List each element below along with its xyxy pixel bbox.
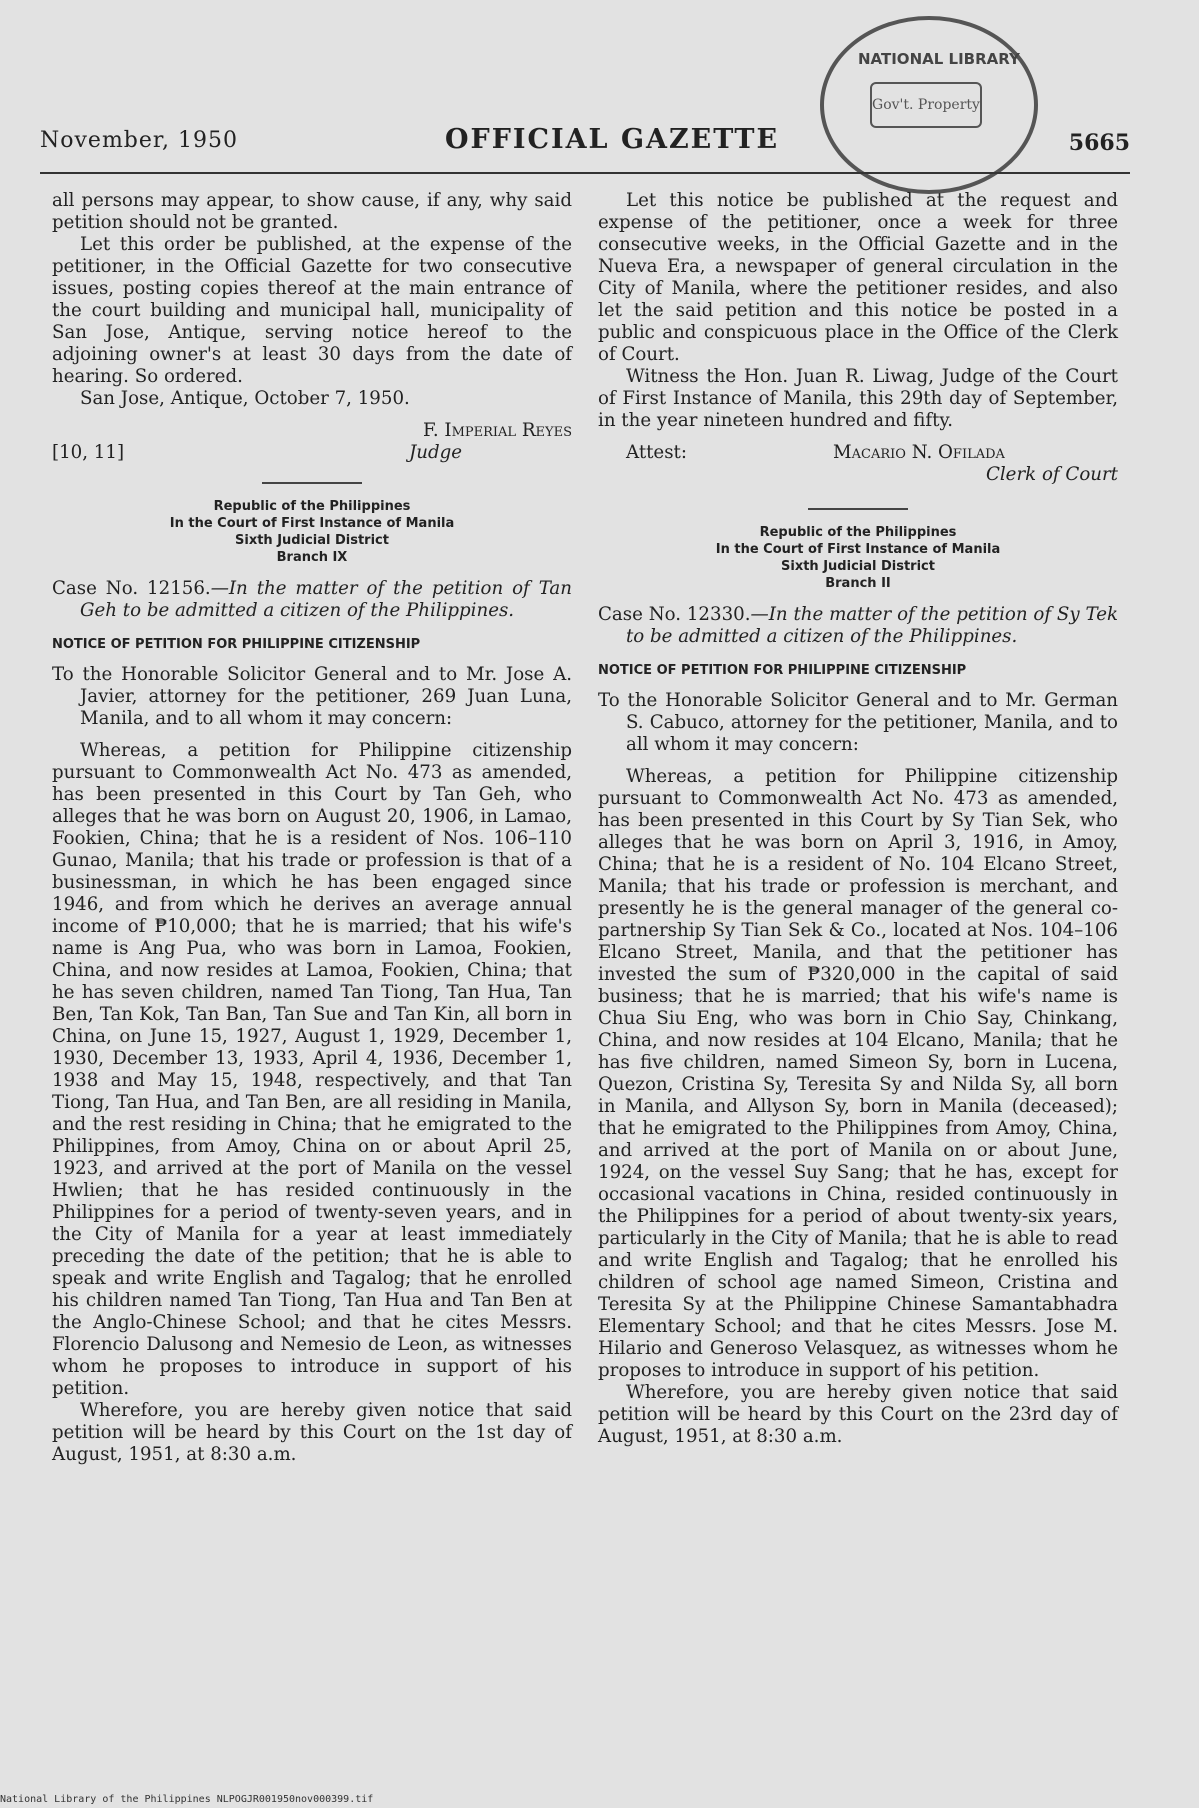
- notice-address: To the Honorable Solicitor General and to Mr. German S. Cabuco, attorney for the petitioner, Manila, and to all whom it may concern:: [598, 690, 1118, 755]
- right-column: [598, 190, 1118, 1448]
- judge-title: Judge: [408, 442, 462, 463]
- case-description: —In the matter of the petition of Tan Geh to be admitted a citizen of the Philippines.: [80, 578, 572, 621]
- court-line: Branch II: [825, 576, 891, 591]
- case-number: Case No. 12330.: [598, 604, 751, 625]
- right-paragraph-1: Let this notice be published at the request and expense of the petitioner, once a week for three consecutive weeks, in the Official Gazette and in the Nueva Era, a newspaper of general circulation in the City of Manila, where the petitioner resides, and also let the said petition and this notice be posted in a public and conspicuous place in the Office of the Clerk of Court.: [598, 190, 1118, 365]
- attest-label: Attest:: [626, 442, 687, 463]
- case-number: Case No. 12156.: [52, 578, 211, 599]
- case-heading: [52, 578, 572, 622]
- clerk-title: Clerk of Court: [985, 464, 1118, 485]
- court-line: Sixth Judicial District: [235, 533, 389, 548]
- section-divider: [262, 482, 362, 484]
- court-line: Sixth Judicial District: [781, 559, 935, 574]
- left-column: [52, 190, 572, 1466]
- judge-signature: [52, 420, 572, 464]
- left-paragraph-1: all persons may appear, to show cause, if any, why said petition should not be granted.: [52, 190, 572, 233]
- hearing-notice: Wherefore, you are hereby given notice that said petition will be heard by this Court on the 1st day of August, 1951, at 8:30 a.m.: [52, 1400, 572, 1465]
- clerk-name: Macario N. Ofilada: [833, 442, 1005, 463]
- page-number: 5665: [1068, 130, 1130, 156]
- notice-address: To the Honorable Solicitor General and to Mr. Jose A. Javier, attorney for the petitioner, 269 Juan Luna, Manila, and to all whom it may concern:: [52, 664, 572, 729]
- left-paragraph-3: San Jose, Antique, October 7, 1950.: [80, 388, 410, 409]
- header-date: November, 1950: [40, 128, 238, 153]
- page-header: [40, 120, 1130, 160]
- header-title: OFFICIAL GAZETTE: [445, 124, 780, 155]
- scan-footer: National Library of the Philippines NLPOGJR001950nov000399.tif: [0, 1794, 374, 1805]
- issue-reference: [10, 11]: [52, 442, 125, 463]
- court-line: Republic of the Philippines: [759, 525, 957, 540]
- case-description: —In the matter of the petition of Sy Tek to be admitted a citizen of the Philippines.: [626, 604, 1118, 647]
- notice-title: NOTICE OF PETITION FOR PHILIPPINE CITIZENSHIP: [598, 663, 967, 678]
- court-heading: [598, 524, 1118, 592]
- left-paragraph-2: Let this order be published, at the expense of the petitioner, in the Official Gazette for two consecutive issues, posting copies thereof at the main entrance of the court building and municipal hall, municipality of San Jose, Antique, serving notice hereof to the adjoining owner's at least 30 days from the date of hearing. So ordered.: [52, 234, 572, 387]
- petition-body: Whereas, a petition for Philippine citizenship pursuant to Commonwealth Act No. 473 as amended, has been presented in this Court by Tan Geh, who alleges that he was born on August 20, 1906, in Lamao, Fookien, China; that he is a resident of Nos. 106–110 Gunao, Manila; that his trade or profession is that of a businessman, in which he has been engaged since 1946, and from which he derives an average annual income of ₱10,000; that he is married; that his wife's name is Ang Pua, who was born in Lamoa, Fookien, China, and now resides at Lamoa, Fookien, China; that he has seven children, named Tan Tiong, Tan Hua, Tan Ben, Tan Kok, Tan Ban, Tan Sue and Tan Kin, all born in China, on June 15, 1927, August 1, 1929, December 1, 1930, December 13, 1933, April 4, 1936, December 1, 1938 and May 15, 1948, respectively, and that Tan Tiong, Tan Hua, and Tan Ben, are all residing in Manila, and the rest residing in China; that he emigrated to the Philippines, from Amoy, China on or about April 25, 1923, and arrived at the port of Manila on the vessel Hwlien; that he has resided continuously in the Philippines for a period of twenty-seven years, and in the City of Manila for a year at least immediately preceding the date of the petition; that he is able to speak and write English and Tagalog; that he enrolled his children named Tan Tiong, Tan Hua and Tan Ben at the Anglo-Chinese School; and that he cites Messrs. Florencio Dalusong and Nemesio de Leon, as witnesses whom he proposes to introduce in support of his petition.: [52, 740, 572, 1399]
- header-rule: [40, 172, 1130, 174]
- section-divider: [808, 508, 908, 510]
- library-stamp: [820, 16, 1038, 194]
- notice-title: NOTICE OF PETITION FOR PHILIPPINE CITIZENSHIP: [52, 637, 421, 652]
- right-paragraph-2: Witness the Hon. Juan R. Liwag, Judge of the Court of First Instance of Manila, this 29th day of September, in the year nineteen hundred and fifty.: [598, 366, 1118, 431]
- judge-name: F. Imperial Reyes: [423, 420, 572, 441]
- attest-block: [598, 442, 1118, 490]
- court-line: In the Court of First Instance of Manila: [169, 516, 455, 531]
- hearing-notice: Wherefore, you are hereby given notice that said petition will be heard by this Court on the 23rd day of August, 1951, at 8:30 a.m.: [598, 1382, 1118, 1447]
- court-heading: [52, 498, 572, 566]
- petition-body: Whereas, a petition for Philippine citizenship pursuant to Commonwealth Act No. 473 as amended, has been presented in this Court by Sy Tian Sek, who alleges that he was born on April 3, 1916, in Amoy, China; that he is a resident of No. 104 Elcano Street, Manila; that his trade or profession is merchant, and presently he is the general manager of the general co-partnership Sy Tian Sek & Co., located at Nos. 104–106 Elcano Street, Manila, and that the petitioner has invested the sum of ₱320,000 in the capital of said business; that he is married; that his wife's name is Chua Siu Eng, who was born in Chio Say, Chinkang, China, and now resides at 104 Elcano, Manila; that he has five children, named Simeon Sy, born in Lucena, Quezon, Cristina Sy, Teresita Sy and Nilda Sy, all born in Manila, and Allyson Sy, born in Manila (deceased); that he emigrated to the Philippines from Amoy, China, and arrived at the port of Manila on or about June, 1924, on the vessel Suy Sang; that he has, except for occasional vacations in China, resided continuously in the Philippines for a period of about twenty-six years, particularly in the City of Manila; that he is able to read and write English and Tagalog; that he enrolled his children of school age named Simeon, Cristina and Teresita Sy at the Philippine Chinese Samantabhadra Elementary School; and that he cites Messrs. Jose M. Hilario and Generoso Velasquez, as witnesses whom he proposes to introduce in support of his petition.: [598, 766, 1118, 1381]
- court-line: Republic of the Philippines: [213, 499, 411, 514]
- case-heading: [598, 604, 1118, 648]
- court-line: Branch IX: [276, 550, 348, 565]
- court-line: In the Court of First Instance of Manila: [715, 542, 1001, 557]
- stamp-outer-text: NATIONAL LIBRARY: [858, 50, 1020, 68]
- stamp-inner-text: Gov't. Property: [870, 82, 982, 128]
